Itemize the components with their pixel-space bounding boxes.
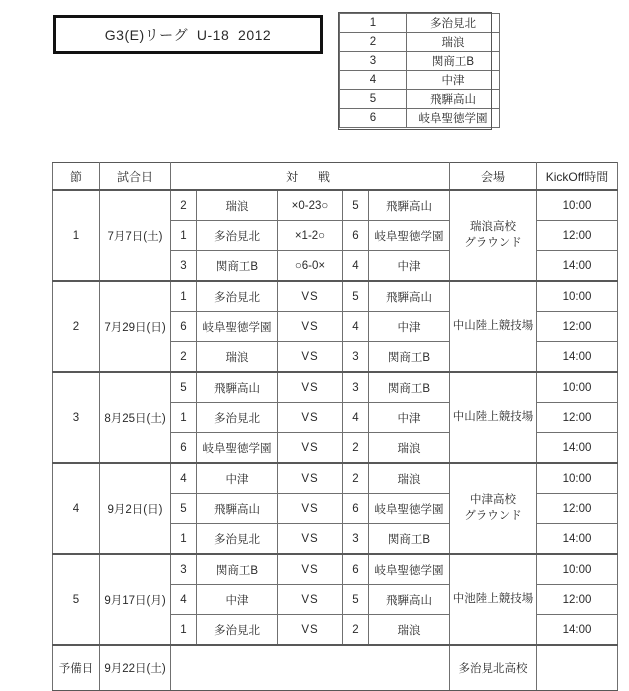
away-team-number: 2 — [343, 463, 369, 494]
home-team-name: 多治見北 — [197, 524, 278, 555]
round-number: 5 — [53, 554, 100, 645]
match-row — [53, 554, 618, 585]
kickoff-time: 10:00 — [537, 281, 618, 312]
away-team-number: 5 — [343, 281, 369, 312]
away-team-name: 岐阜聖徳学園 — [369, 494, 450, 524]
match-vs-label: VS — [278, 554, 343, 585]
match-row — [53, 281, 618, 312]
home-team-number: 1 — [171, 403, 197, 433]
home-team-name: 中津 — [197, 463, 278, 494]
away-team-name: 岐阜聖徳学園 — [369, 221, 450, 251]
reserve-kickoff — [537, 645, 618, 691]
home-team-number: 1 — [171, 221, 197, 251]
away-team-name: 瑞浪 — [369, 433, 450, 464]
team-name: 岐阜聖徳学園 — [407, 109, 500, 128]
team-number: 6 — [340, 109, 407, 128]
team-number: 4 — [340, 71, 407, 90]
match-date: 7月7日(土) — [100, 190, 171, 281]
away-team-number: 5 — [343, 190, 369, 221]
home-team-name: 中津 — [197, 585, 278, 615]
home-team-number: 1 — [171, 524, 197, 555]
match-date: 9月17日(月) — [100, 554, 171, 645]
away-team-name: 中津 — [369, 312, 450, 342]
match-vs-label: VS — [278, 342, 343, 373]
away-team-name: 飛騨高山 — [369, 585, 450, 615]
away-team-name: 瑞浪 — [369, 615, 450, 646]
away-team-name: 岐阜聖徳学園 — [369, 554, 450, 585]
team-roster-table — [339, 13, 500, 128]
schedule-body — [53, 190, 618, 691]
match-vs-label: VS — [278, 403, 343, 433]
home-team-name: 飛騨高山 — [197, 372, 278, 403]
team-number: 2 — [340, 33, 407, 52]
home-team-number: 5 — [171, 372, 197, 403]
home-team-name: 多治見北 — [197, 403, 278, 433]
header-match: 対 戦 — [171, 163, 450, 191]
away-team-number: 6 — [343, 554, 369, 585]
away-team-name: 中津 — [369, 403, 450, 433]
match-score: ×0-23○ — [278, 190, 343, 221]
home-team-name: 瑞浪 — [197, 190, 278, 221]
home-team-number: 3 — [171, 554, 197, 585]
reserve-venue: 多治見北高校 — [450, 645, 537, 691]
team-name: 多治見北 — [407, 14, 500, 33]
kickoff-time: 14:00 — [537, 524, 618, 555]
home-team-number: 6 — [171, 433, 197, 464]
match-vs-label: VS — [278, 372, 343, 403]
team-number: 5 — [340, 90, 407, 109]
home-team-number: 1 — [171, 281, 197, 312]
away-team-name: 関商工B — [369, 524, 450, 555]
team-row — [340, 33, 500, 52]
away-team-number: 3 — [343, 524, 369, 555]
match-venue: 中山陸上競技場 — [450, 372, 537, 463]
away-team-number: 6 — [343, 494, 369, 524]
home-team-number: 4 — [171, 463, 197, 494]
away-team-number: 4 — [343, 251, 369, 282]
kickoff-time: 12:00 — [537, 312, 618, 342]
kickoff-time: 14:00 — [537, 615, 618, 646]
match-row — [53, 372, 618, 403]
team-row — [340, 14, 500, 33]
kickoff-time: 10:00 — [537, 554, 618, 585]
match-row — [53, 190, 618, 221]
reserve-day-row — [53, 645, 618, 691]
team-name: 飛騨高山 — [407, 90, 500, 109]
away-team-name: 飛騨高山 — [369, 281, 450, 312]
match-date: 8月25日(土) — [100, 372, 171, 463]
kickoff-time: 14:00 — [537, 251, 618, 282]
match-venue: 中山陸上競技場 — [450, 281, 537, 372]
round-number: 1 — [53, 190, 100, 281]
match-date: 7月29日(日) — [100, 281, 171, 372]
home-team-name: 関商工B — [197, 554, 278, 585]
match-score: ○6-0× — [278, 251, 343, 282]
home-team-number: 6 — [171, 312, 197, 342]
kickoff-time: 12:00 — [537, 403, 618, 433]
home-team-name: 多治見北 — [197, 615, 278, 646]
away-team-number: 3 — [343, 342, 369, 373]
header-venue: 会場 — [450, 163, 537, 191]
home-team-name: 関商工B — [197, 251, 278, 282]
away-team-name: 瑞浪 — [369, 463, 450, 494]
schedule-header — [53, 163, 618, 191]
team-name: 瑞浪 — [407, 33, 500, 52]
away-team-number: 2 — [343, 615, 369, 646]
away-team-number: 2 — [343, 433, 369, 464]
match-date: 9月2日(日) — [100, 463, 171, 554]
home-team-number: 2 — [171, 342, 197, 373]
away-team-name: 関商工B — [369, 372, 450, 403]
home-team-name: 多治見北 — [197, 281, 278, 312]
kickoff-time: 10:00 — [537, 463, 618, 494]
home-team-number: 1 — [171, 615, 197, 646]
team-number: 1 — [340, 14, 407, 33]
match-vs-label: VS — [278, 312, 343, 342]
league-title-box — [53, 15, 323, 54]
match-venue: 瑞浪高校 グラウンド — [450, 190, 537, 281]
match-row — [53, 463, 618, 494]
match-vs-label: VS — [278, 615, 343, 646]
home-team-name: 多治見北 — [197, 221, 278, 251]
header-round: 節 — [53, 163, 100, 191]
round-number: 2 — [53, 281, 100, 372]
schedule-header-row — [53, 163, 618, 191]
home-team-number: 5 — [171, 494, 197, 524]
match-vs-label: VS — [278, 494, 343, 524]
home-team-number: 3 — [171, 251, 197, 282]
home-team-number: 2 — [171, 190, 197, 221]
team-row — [340, 109, 500, 128]
page-title: G3(E)リーグ U-18 2012 — [104, 26, 272, 43]
team-row — [340, 90, 500, 109]
home-team-number: 4 — [171, 585, 197, 615]
kickoff-time: 12:00 — [537, 585, 618, 615]
away-team-number: 6 — [343, 221, 369, 251]
kickoff-time: 12:00 — [537, 221, 618, 251]
team-name: 関商工B — [407, 52, 500, 71]
team-row — [340, 52, 500, 71]
away-team-name: 中津 — [369, 251, 450, 282]
match-score: ×1-2○ — [278, 221, 343, 251]
reserve-empty-match — [171, 645, 450, 691]
away-team-name: 関商工B — [369, 342, 450, 373]
reserve-date: 9月22日(土) — [100, 645, 171, 691]
reserve-label: 予備日 — [53, 645, 100, 691]
match-venue: 中津高校 グラウンド — [450, 463, 537, 554]
away-team-name: 飛騨高山 — [369, 190, 450, 221]
kickoff-time: 10:00 — [537, 190, 618, 221]
away-team-number: 4 — [343, 403, 369, 433]
match-vs-label: VS — [278, 281, 343, 312]
team-row — [340, 71, 500, 90]
header-kickoff: KickOff時間 — [537, 163, 618, 191]
schedule-table — [52, 162, 618, 691]
match-vs-label: VS — [278, 524, 343, 555]
home-team-name: 岐阜聖徳学園 — [197, 312, 278, 342]
team-roster-body — [340, 14, 500, 128]
home-team-name: 飛騨高山 — [197, 494, 278, 524]
team-number: 3 — [340, 52, 407, 71]
home-team-name: 瑞浪 — [197, 342, 278, 373]
team-name: 中津 — [407, 71, 500, 90]
home-team-name: 岐阜聖徳学園 — [197, 433, 278, 464]
round-number: 3 — [53, 372, 100, 463]
round-number: 4 — [53, 463, 100, 554]
match-venue: 中池陸上競技場 — [450, 554, 537, 645]
away-team-number: 4 — [343, 312, 369, 342]
match-vs-label: VS — [278, 585, 343, 615]
kickoff-time: 14:00 — [537, 342, 618, 373]
away-team-number: 3 — [343, 372, 369, 403]
match-vs-label: VS — [278, 433, 343, 464]
kickoff-time: 14:00 — [537, 433, 618, 464]
header-date: 試合日 — [100, 163, 171, 191]
away-team-number: 5 — [343, 585, 369, 615]
match-vs-label: VS — [278, 463, 343, 494]
kickoff-time: 10:00 — [537, 372, 618, 403]
kickoff-time: 12:00 — [537, 494, 618, 524]
